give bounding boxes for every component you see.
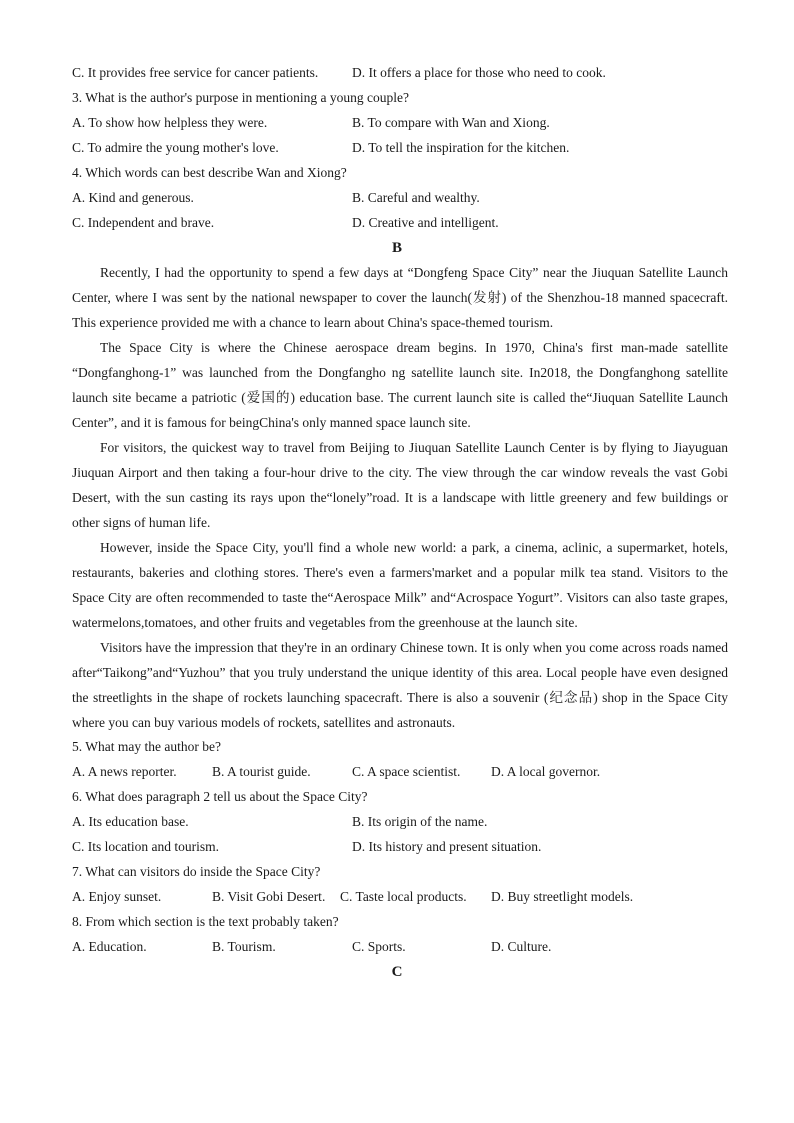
q7-option-a: A. Enjoy sunset. — [72, 889, 162, 904]
q6-option-a: A. Its education base. — [72, 814, 189, 829]
passage-paragraph-2: The Space City is where the Chinese aerospace dream begins. In 1970, China's first man-made satellite “Dongfanghong-1” was launched from the Dongfangho ng satellite launch site. In2018, the Dongfanghong satellite launch site became a patriotic (爱国的) education base. The current launch site is called the“Jiuquan Satellite Launch Center”, and it is famous for beingChina's only manned space launch site. — [72, 340, 728, 430]
q3-option-b: B. To compare with Wan and Xiong. — [352, 115, 550, 130]
q4-option-d: D. Creative and intelligent. — [352, 215, 499, 230]
q7-option-b: B. Visit Gobi Desert. — [212, 889, 326, 904]
passage-paragraph-1: Recently, I had the opportunity to spend a few days at “Dongfeng Space City” near the Jiuquan Satellite Launch Center, where I was sent by the national newspaper to cover the launch(发射) of the Shenzhou-18 manned spacecraft. This experience provided me with a chance to learn about China's space-themed tourism. — [72, 265, 728, 330]
q4-option-a: A. Kind and generous. — [72, 190, 194, 205]
q6-stem: 6. What does paragraph 2 tell us about the Space City? — [72, 789, 368, 804]
section-c-heading: C — [391, 964, 403, 980]
q7-option-d: D. Buy streetlight models. — [491, 889, 634, 904]
q5-stem: 5. What may the author be? — [72, 739, 221, 754]
q8-option-a: A. Education. — [72, 939, 147, 954]
passage-paragraph-5: Visitors have the impression that they're in an ordinary Chinese town. It is only when you come across roads named after“Taikong”and“Yuzhou” that you truly understand the unique identity of this area. Local people have even designed the streetlights in the shape of rockets launching spacecraft. There is also a souvenir (纪念品) shop in the Space City where you can buy various models of rockets, satellites and astronauts. — [72, 640, 728, 730]
q3-option-d: D. To tell the inspiration for the kitchen. — [352, 140, 570, 155]
q5-option-b: B. A tourist guide. — [212, 764, 311, 779]
q8-option-d: D. Culture. — [491, 939, 552, 954]
q7-stem: 7. What can visitors do inside the Space City? — [72, 864, 321, 879]
q3-option-a: A. To show how helpless they were. — [72, 115, 268, 130]
q5-option-c: C. A space scientist. — [352, 764, 461, 779]
q6-option-d: D. Its history and present situation. — [352, 839, 542, 854]
q6-option-b: B. Its origin of the name. — [352, 814, 488, 829]
q3-option-c: C. To admire the young mother's love. — [72, 140, 279, 155]
q4-stem: 4. Which words can best describe Wan and Xiong? — [72, 165, 347, 180]
q7-option-c: C. Taste local products. — [340, 889, 467, 904]
section-b-heading: B — [391, 240, 402, 256]
q5-option-a: A. A news reporter. — [72, 764, 177, 779]
passage-paragraph-3: For visitors, the quickest way to travel from Beijing to Jiuquan Satellite Launch Center is by flying to Jiayuguan Jiuquan Airport and then taking a four-hour drive to the city. The view through the car window reveals the vast Gobi Desert, with the sun casting its rays upon the“lonely”road. It is a landscape with little greenery and few buildings or other signs of human life. — [72, 440, 728, 530]
passage-paragraph-4: However, inside the Space City, you'll find a whole new world: a park, a cinema, aclinic, a supermarket, hotels, restaurants, bakeries and clothing stores. There's even a farmers'market and a popular milk tea stand. Visitors to the Space City are often recommended to taste the“Aerospace Milk” and“Acrospace Yogurt”. Visitors can also taste grapes, watermelons,tomatoes, and other fruits and vegetables from the greenhouse at the launch site. — [72, 540, 728, 630]
q2-option-d: D. It offers a place for those who need to cook. — [352, 65, 606, 80]
q6-option-c: C. Its location and tourism. — [72, 839, 219, 854]
q2-option-c: C. It provides free service for cancer patients. — [72, 65, 319, 80]
q8-option-c: C. Sports. — [352, 939, 406, 954]
q4-option-c: C. Independent and brave. — [72, 215, 215, 230]
q5-option-d: D. A local governor. — [491, 764, 601, 779]
q8-stem: 8. From which section is the text probably taken? — [72, 914, 339, 929]
q4-option-b: B. Careful and wealthy. — [352, 190, 480, 205]
q8-option-b: B. Tourism. — [212, 939, 276, 954]
q3-stem: 3. What is the author's purpose in mentioning a young couple? — [72, 90, 409, 105]
